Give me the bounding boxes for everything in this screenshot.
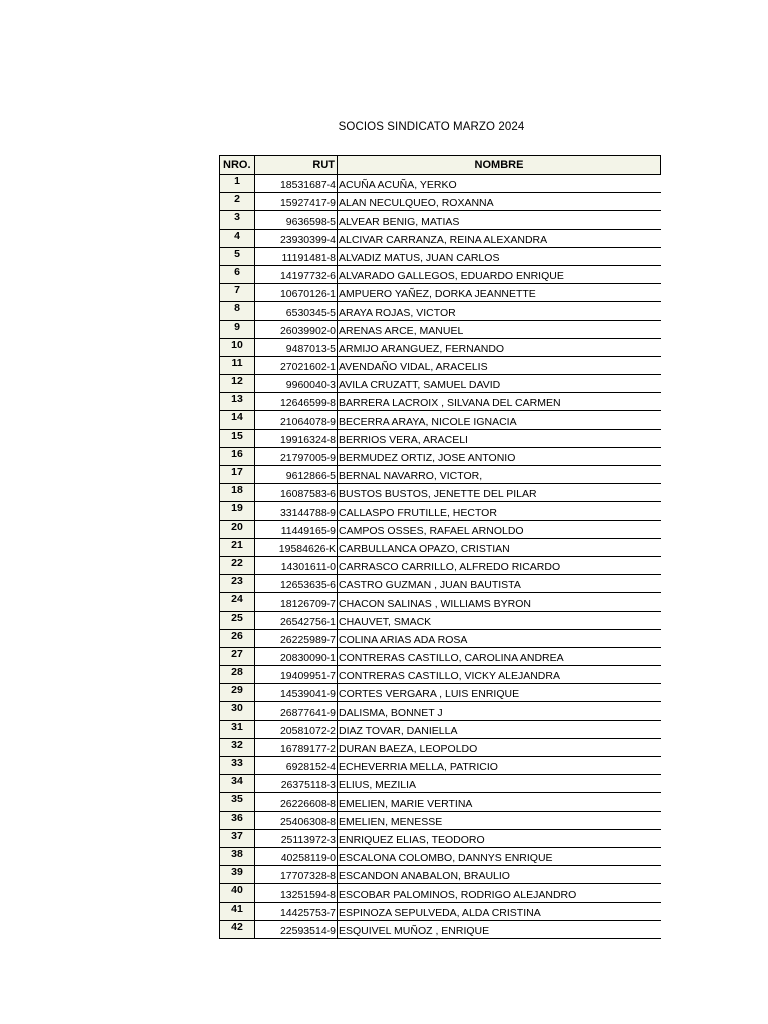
table-row [220, 284, 661, 302]
row-number: 19 [220, 502, 255, 520]
row-number: 10 [220, 338, 255, 356]
row-rut: 21797005-9 [255, 447, 338, 465]
row-rut: 14425753-7 [255, 902, 338, 920]
row-number: 7 [220, 284, 255, 302]
row-number: 38 [220, 847, 255, 865]
row-number: 1 [220, 175, 255, 193]
row-number: 35 [220, 793, 255, 811]
row-number: 33 [220, 757, 255, 775]
row-nombre: AVENDAÑO VIDAL, ARACELIS [338, 356, 661, 374]
row-rut: 22593514-9 [255, 920, 338, 938]
row-rut: 16789177-2 [255, 738, 338, 756]
table-row [220, 265, 661, 283]
row-nombre: ARENAS ARCE, MANUEL [338, 320, 661, 338]
row-nombre: ALVADIZ MATUS, JUAN CARLOS [338, 247, 661, 265]
row-rut: 26225989-7 [255, 629, 338, 647]
table-row [220, 193, 661, 211]
row-nombre: CASTRO GUZMAN , JUAN BAUTISTA [338, 575, 661, 593]
table-body [220, 175, 661, 939]
row-nombre: DURAN BAEZA, LEOPOLDO [338, 738, 661, 756]
table-row [220, 356, 661, 374]
table-header-row [220, 156, 661, 175]
table-row [220, 593, 661, 611]
table-row [220, 702, 661, 720]
table-row [220, 393, 661, 411]
table-row [220, 629, 661, 647]
row-rut: 14197732-6 [255, 265, 338, 283]
table-row [220, 247, 661, 265]
page-title: SOCIOS SINDICATO MARZO 2024 [338, 121, 525, 133]
row-nombre: CORTES VERGARA , LUIS ENRIQUE [338, 684, 661, 702]
table-row [220, 738, 661, 756]
row-nombre: DIAZ TOVAR, DANIELLA [338, 720, 661, 738]
row-nombre: ESCOBAR PALOMINOS, RODRIGO ALEJANDRO [338, 884, 661, 902]
row-rut: 21064078-9 [255, 411, 338, 429]
row-number: 41 [220, 902, 255, 920]
row-nombre: CONTRERAS CASTILLO, VICKY ALEJANDRA [338, 666, 661, 684]
table-row [220, 502, 661, 520]
row-number: 25 [220, 611, 255, 629]
table-row [220, 375, 661, 393]
row-rut: 6530345-5 [255, 302, 338, 320]
row-rut: 40258119-0 [255, 847, 338, 865]
row-nombre: ECHEVERRIA MELLA, PATRICIO [338, 757, 661, 775]
row-rut: 18126709-7 [255, 593, 338, 611]
table-row [220, 866, 661, 884]
row-number: 18 [220, 484, 255, 502]
row-rut: 6928152-4 [255, 757, 338, 775]
table-row [220, 666, 661, 684]
row-nombre: BARRERA LACROIX , SILVANA DEL CARMEN [338, 393, 661, 411]
row-rut: 15927417-9 [255, 193, 338, 211]
row-rut: 12653635-6 [255, 575, 338, 593]
table-row [220, 575, 661, 593]
row-number: 37 [220, 829, 255, 847]
row-nombre: ALCIVAR CARRANZA, REINA ALEXANDRA [338, 229, 661, 247]
table-row [220, 302, 661, 320]
table-row [220, 411, 661, 429]
row-number: 27 [220, 647, 255, 665]
row-nombre: ESQUIVEL MUÑOZ , ENRIQUE [338, 920, 661, 938]
table-row [220, 484, 661, 502]
members-table [219, 155, 661, 939]
table-row [220, 647, 661, 665]
row-nombre: CHAUVET, SMACK [338, 611, 661, 629]
row-rut: 25406308-8 [255, 811, 338, 829]
table-row [220, 175, 661, 193]
row-number: 20 [220, 520, 255, 538]
table-row [220, 884, 661, 902]
row-rut: 19409951-7 [255, 666, 338, 684]
row-nombre: ARMIJO ARANGUEZ, FERNANDO [338, 338, 661, 356]
row-rut: 9487013-5 [255, 338, 338, 356]
table-row [220, 775, 661, 793]
table-row [220, 793, 661, 811]
table-row [220, 611, 661, 629]
table-row [220, 520, 661, 538]
row-number: 6 [220, 265, 255, 283]
row-number: 32 [220, 738, 255, 756]
row-number: 24 [220, 593, 255, 611]
row-number: 16 [220, 447, 255, 465]
row-rut: 13251594-8 [255, 884, 338, 902]
row-nombre: CARBULLANCA OPAZO, CRISTIAN [338, 538, 661, 556]
row-nombre: AVILA CRUZATT, SAMUEL DAVID [338, 375, 661, 393]
row-rut: 17707328-8 [255, 866, 338, 884]
row-nombre: ENRIQUEZ ELIAS, TEODORO [338, 829, 661, 847]
row-number: 9 [220, 320, 255, 338]
table-row [220, 229, 661, 247]
row-rut: 33144788-9 [255, 502, 338, 520]
row-nombre: DALISMA, BONNET J [338, 702, 661, 720]
table-row [220, 447, 661, 465]
row-rut: 26877641-9 [255, 702, 338, 720]
header-rut: RUT [255, 156, 338, 175]
row-rut: 20830090-1 [255, 647, 338, 665]
row-number: 28 [220, 666, 255, 684]
row-number: 30 [220, 702, 255, 720]
row-nombre: EMELIEN, MARIE VERTINA [338, 793, 661, 811]
table-row [220, 847, 661, 865]
header-nombre: NOMBRE [338, 156, 661, 175]
row-rut: 26542756-1 [255, 611, 338, 629]
row-rut: 19916324-8 [255, 429, 338, 447]
row-number: 39 [220, 866, 255, 884]
row-number: 4 [220, 229, 255, 247]
row-nombre: CARRASCO CARRILLO, ALFREDO RICARDO [338, 556, 661, 574]
row-rut: 14539041-9 [255, 684, 338, 702]
row-nombre: ARAYA ROJAS, VICTOR [338, 302, 661, 320]
row-rut: 9960040-3 [255, 375, 338, 393]
row-nombre: CHACON SALINAS , WILLIAMS BYRON [338, 593, 661, 611]
row-rut: 10670126-1 [255, 284, 338, 302]
row-number: 31 [220, 720, 255, 738]
row-nombre: ESPINOZA SEPULVEDA, ALDA CRISTINA [338, 902, 661, 920]
row-nombre: ALVARADO GALLEGOS, EDUARDO ENRIQUE [338, 265, 661, 283]
table-row [220, 902, 661, 920]
row-nombre: ESCALONA COLOMBO, DANNYS ENRIQUE [338, 847, 661, 865]
row-nombre: ELIUS, MEZILIA [338, 775, 661, 793]
row-nombre: CALLASPO FRUTILLE, HECTOR [338, 502, 661, 520]
row-number: 15 [220, 429, 255, 447]
row-rut: 14301611-0 [255, 556, 338, 574]
row-number: 34 [220, 775, 255, 793]
row-number: 14 [220, 411, 255, 429]
row-nombre: CONTRERAS CASTILLO, CAROLINA ANDREA [338, 647, 661, 665]
row-nombre: EMELIEN, MENESSE [338, 811, 661, 829]
row-nombre: AMPUERO YAÑEZ, DORKA JEANNETTE [338, 284, 661, 302]
row-rut: 9612866-5 [255, 466, 338, 484]
row-nombre: ALVEAR BENIG, MATIAS [338, 211, 661, 229]
row-nombre: BUSTOS BUSTOS, JENETTE DEL PILAR [338, 484, 661, 502]
row-rut: 20581072-2 [255, 720, 338, 738]
row-nombre: BERRIOS VERA, ARACELI [338, 429, 661, 447]
row-rut: 11191481-8 [255, 247, 338, 265]
row-rut: 23930399-4 [255, 229, 338, 247]
row-rut: 12646599-8 [255, 393, 338, 411]
table-row [220, 920, 661, 938]
row-nombre: ACUÑA ACUÑA, YERKO [338, 175, 661, 193]
table-row [220, 829, 661, 847]
table-row [220, 538, 661, 556]
row-number: 2 [220, 193, 255, 211]
row-nombre: BECERRA ARAYA, NICOLE IGNACIA [338, 411, 661, 429]
row-number: 17 [220, 466, 255, 484]
row-number: 22 [220, 556, 255, 574]
row-nombre: BERMUDEZ ORTIZ, JOSE ANTONIO [338, 447, 661, 465]
table-row [220, 429, 661, 447]
row-nombre: BERNAL NAVARRO, VICTOR, [338, 466, 661, 484]
table-row [220, 211, 661, 229]
table-row [220, 811, 661, 829]
row-rut: 16087583-6 [255, 484, 338, 502]
row-rut: 18531687-4 [255, 175, 338, 193]
row-rut: 26375118-3 [255, 775, 338, 793]
row-number: 11 [220, 356, 255, 374]
row-rut: 9636598-5 [255, 211, 338, 229]
row-number: 29 [220, 684, 255, 702]
table-row [220, 320, 661, 338]
table-row [220, 338, 661, 356]
table-row [220, 720, 661, 738]
row-number: 5 [220, 247, 255, 265]
row-nombre: CAMPOS OSSES, RAFAEL ARNOLDO [338, 520, 661, 538]
row-number: 21 [220, 538, 255, 556]
table-row [220, 684, 661, 702]
row-number: 26 [220, 629, 255, 647]
row-rut: 19584626-K [255, 538, 338, 556]
table-row [220, 556, 661, 574]
row-number: 8 [220, 302, 255, 320]
table-row [220, 757, 661, 775]
row-rut: 11449165-9 [255, 520, 338, 538]
row-nombre: ESCANDON ANABALON, BRAULIO [338, 866, 661, 884]
row-rut: 26226608-8 [255, 793, 338, 811]
row-rut: 27021602-1 [255, 356, 338, 374]
row-number: 3 [220, 211, 255, 229]
row-number: 12 [220, 375, 255, 393]
row-number: 40 [220, 884, 255, 902]
row-number: 23 [220, 575, 255, 593]
table-row [220, 466, 661, 484]
row-rut: 26039902-0 [255, 320, 338, 338]
row-nombre: COLINA ARIAS ADA ROSA [338, 629, 661, 647]
row-number: 42 [220, 920, 255, 938]
row-nombre: ALAN NECULQUEO, ROXANNA [338, 193, 661, 211]
row-number: 13 [220, 393, 255, 411]
row-rut: 25113972-3 [255, 829, 338, 847]
row-number: 36 [220, 811, 255, 829]
header-nro: NRO. [220, 156, 255, 175]
